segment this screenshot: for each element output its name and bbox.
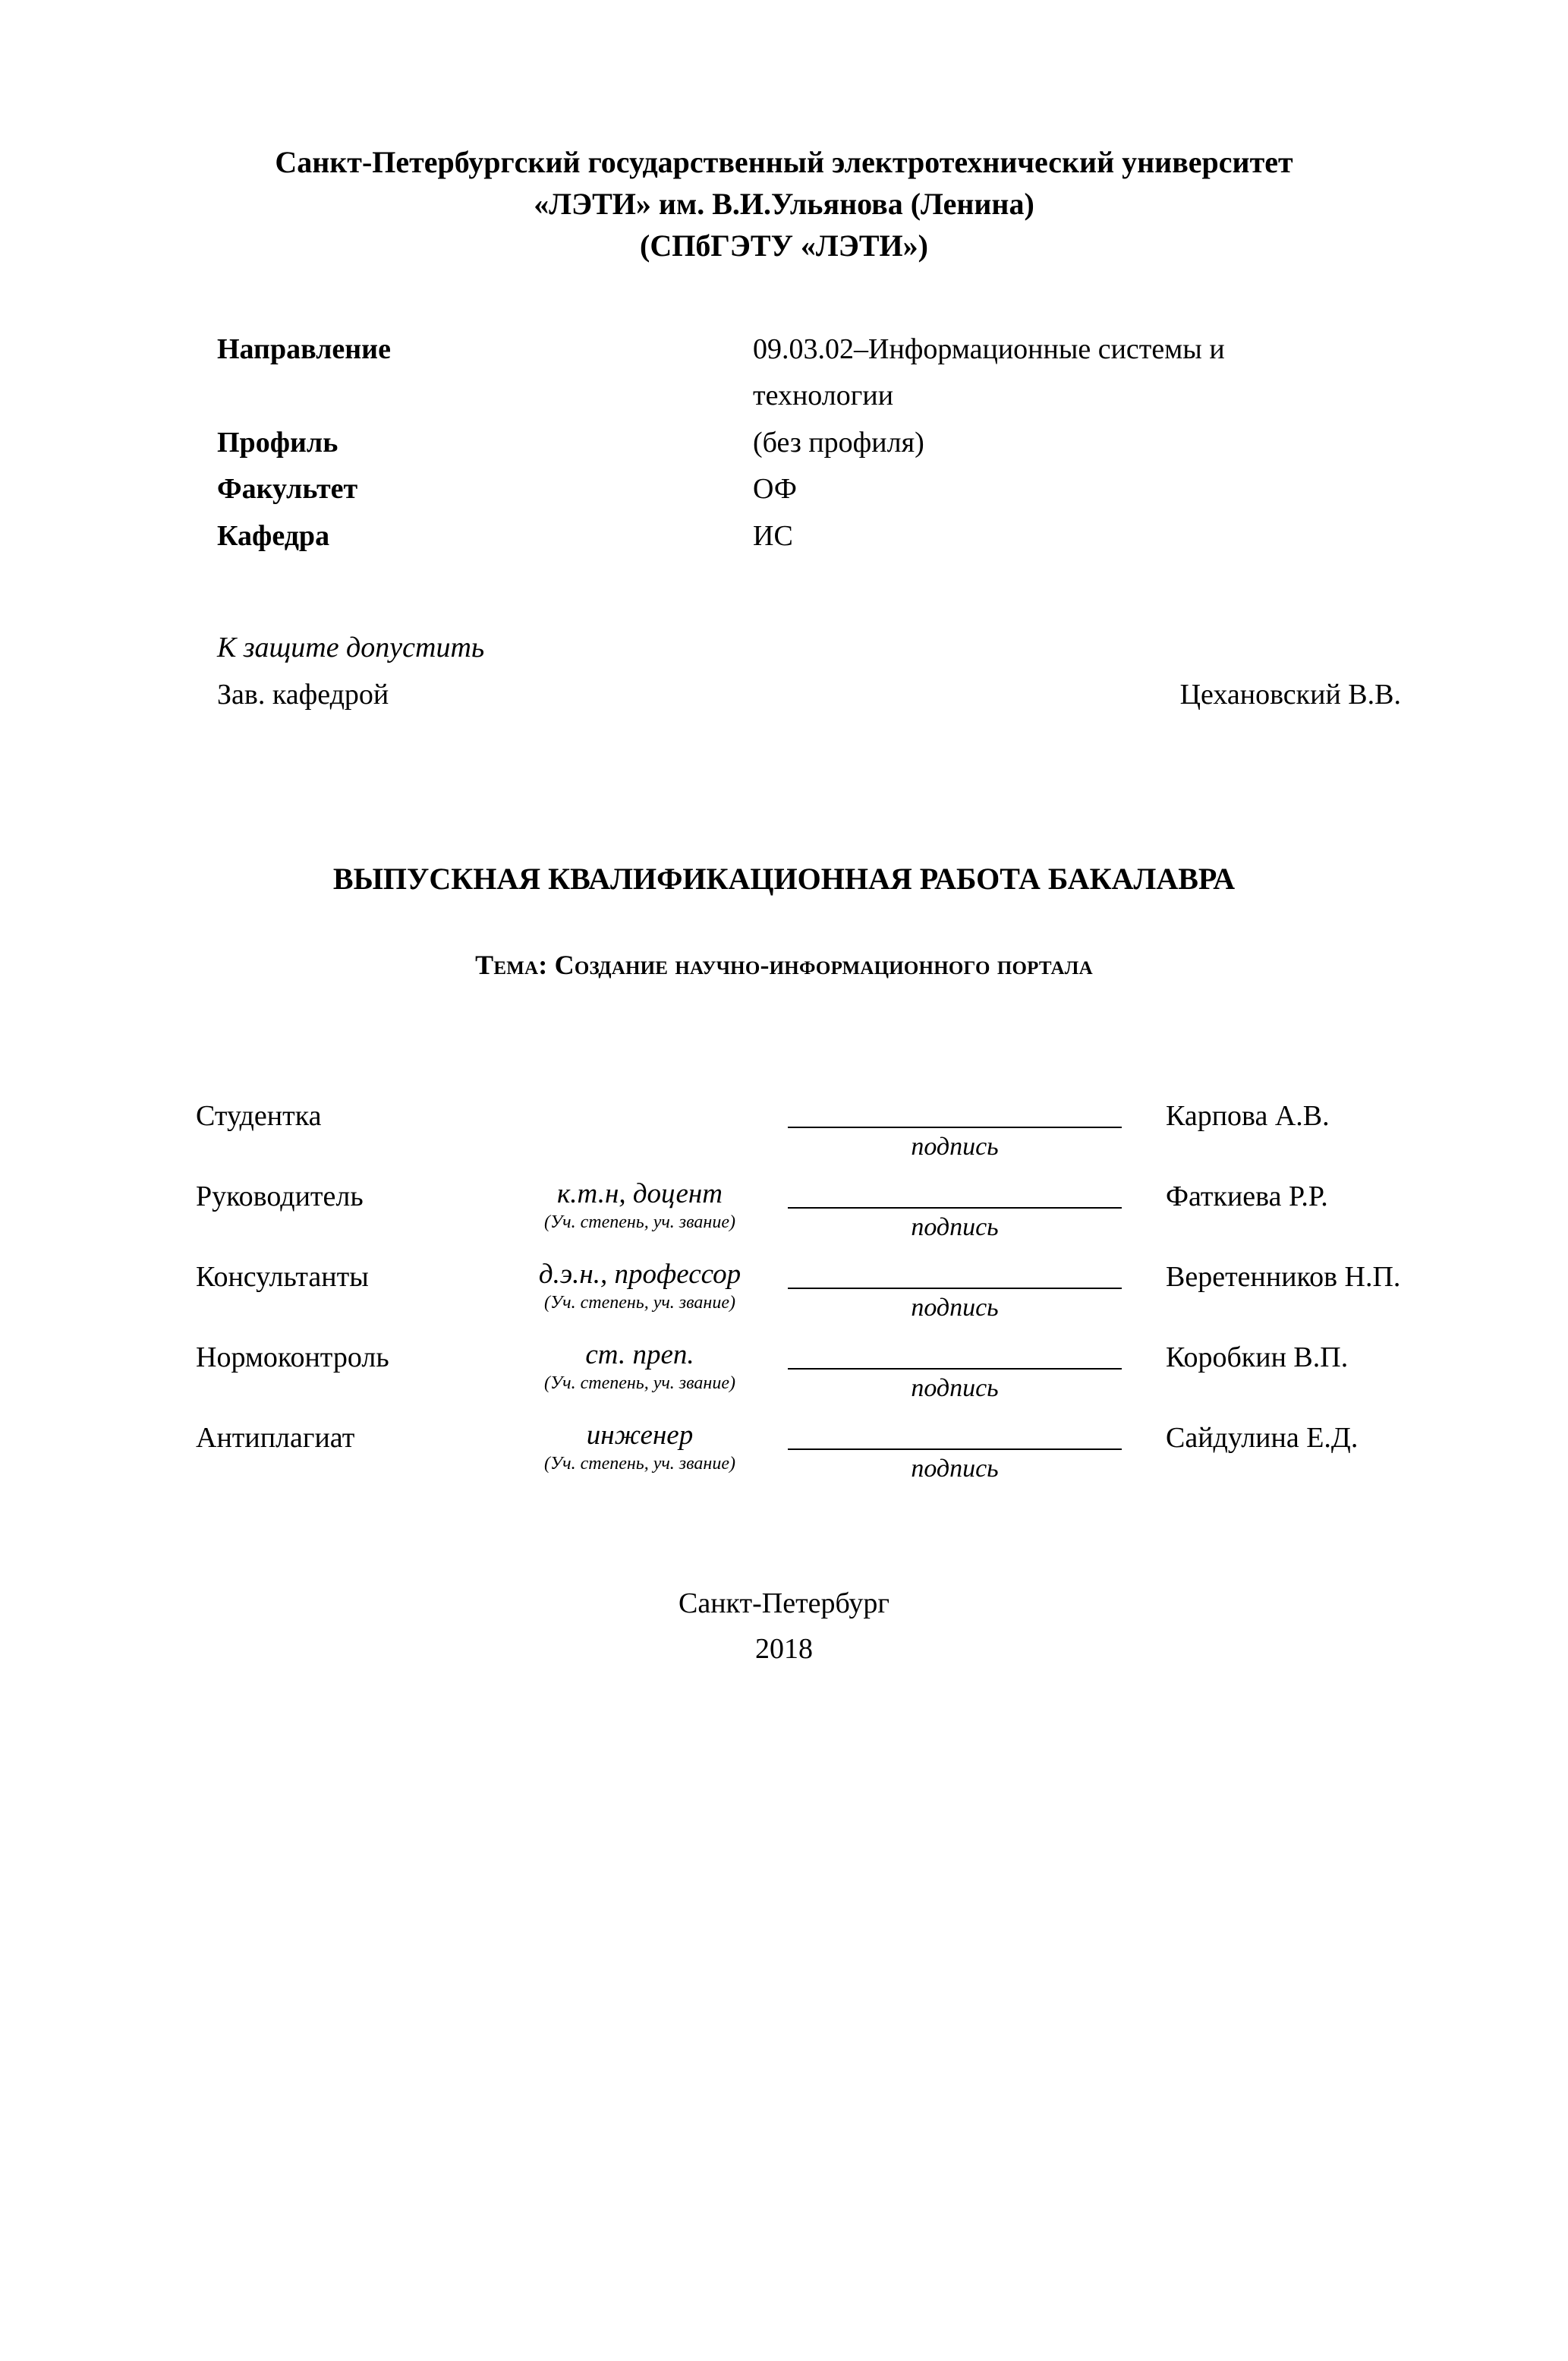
signature-name-consultant: Веретенников Н.П. [1166, 1260, 1401, 1293]
signature-row-consultant [196, 1256, 1403, 1329]
signature-line-consultant[interactable] [788, 1260, 1122, 1289]
signature-line-antiplagiarism[interactable] [788, 1421, 1122, 1450]
signature-row-student [196, 1095, 1403, 1168]
signature-degree-hint-normcontrol: (Уч. степень, уч. звание) [544, 1373, 735, 1394]
signature-row-normcontrol [196, 1336, 1403, 1409]
footer-city: Санкт-Петербург [678, 1587, 890, 1619]
detail-row-department [217, 513, 1386, 560]
signature-degree-hint-antiplagiarism: (Уч. степень, уч. звание) [544, 1454, 735, 1474]
signature-line-normcontrol[interactable] [788, 1341, 1122, 1370]
university-header [0, 141, 1568, 267]
signature-caption-consultant: подпись [911, 1293, 999, 1322]
signature-line-student[interactable] [788, 1099, 1122, 1128]
university-name-line-2: «ЛЭТИ» им. В.И.Ульянова (Ленина) [534, 187, 1034, 222]
work-title [0, 856, 1568, 901]
detail-label-department: Кафедра [217, 519, 330, 552]
approval-role: Зав. кафедрой [217, 678, 389, 711]
detail-value-direction-line-1: 09.03.02–Информационные системы и [753, 333, 1225, 365]
signature-role-normcontrol: Нормоконтроль [196, 1341, 389, 1373]
university-name-line-1: Санкт-Петербургский государственный электротехнический университет [275, 145, 1293, 179]
signature-role-supervisor: Руководитель [196, 1180, 364, 1212]
signature-degree-hint-supervisor: (Уч. степень, уч. звание) [544, 1212, 735, 1233]
signature-degree-text-supervisor: к.т.н, доцент [557, 1177, 723, 1209]
signature-caption-antiplagiarism: подпись [911, 1454, 999, 1483]
signature-name-antiplagiarism: Сайдулина Е.Д. [1166, 1421, 1359, 1454]
detail-value-profile: (без профиля) [753, 426, 924, 459]
signature-role-antiplagiarism: Антиплагиат [196, 1421, 355, 1454]
signature-line-supervisor[interactable] [788, 1180, 1122, 1209]
signature-degree-consultant [499, 1256, 780, 1314]
signature-role-student: Студентка [196, 1099, 322, 1132]
signature-degree-student [499, 1095, 780, 1121]
approval-row [217, 672, 1401, 719]
signature-table [196, 1095, 1403, 1489]
signature-degree-antiplagiarism [499, 1417, 780, 1475]
work-title-line-1: ВЫПУСКНАЯ КВАЛИФИКАЦИОННАЯ РАБОТА [332, 862, 1041, 897]
work-title-line-2: БАКАЛАВРА [1047, 862, 1236, 897]
approval-note: К защите допустить [217, 632, 485, 664]
signature-name-student: Карпова А.В. [1166, 1099, 1330, 1132]
detail-row-faculty [217, 466, 1386, 513]
signature-degree-text-normcontrol: ст. преп. [585, 1338, 694, 1370]
page-footer [0, 1581, 1568, 1673]
detail-value-direction [753, 326, 1386, 420]
signature-degree-text-antiplagiarism: инженер [586, 1419, 694, 1451]
footer-year: 2018 [755, 1633, 813, 1666]
signature-field-supervisor[interactable] [780, 1175, 1129, 1242]
approval-name: Цехановский В.В. [1179, 678, 1401, 711]
detail-label-direction: Направление [217, 333, 391, 365]
detail-row-profile [217, 420, 1386, 467]
detail-row-direction [217, 326, 1386, 420]
signature-degree-normcontrol [499, 1336, 780, 1395]
program-details [217, 326, 1386, 560]
university-name-line-3: (СПбГЭТУ «ЛЭТИ») [640, 229, 928, 263]
signature-field-antiplagiarism[interactable] [780, 1417, 1129, 1483]
detail-label-profile: Профиль [217, 426, 338, 459]
signature-caption-supervisor: подпись [911, 1212, 999, 1241]
signature-field-student[interactable] [780, 1095, 1129, 1162]
detail-value-faculty: ОФ [753, 473, 797, 506]
signature-degree-supervisor [499, 1175, 780, 1234]
signature-degree-hint-consultant: (Уч. степень, уч. звание) [544, 1293, 735, 1313]
work-theme: Тема: Создание научно-информационного портала [475, 949, 1093, 980]
signature-field-consultant[interactable] [780, 1256, 1129, 1322]
signature-role-consultant: Консультанты [196, 1260, 369, 1293]
detail-label-faculty: Факультет [217, 473, 358, 506]
signature-row-supervisor [196, 1175, 1403, 1248]
title-page [0, 141, 1568, 2361]
detail-value-department: ИС [753, 519, 793, 552]
detail-value-direction-line-2: технологии [753, 380, 894, 412]
signature-field-normcontrol[interactable] [780, 1336, 1129, 1403]
approval-block [217, 625, 1401, 718]
signature-row-antiplagiarism [196, 1417, 1403, 1489]
signature-caption-student: подпись [911, 1132, 999, 1161]
signature-degree-text-consultant: д.э.н., профессор [538, 1258, 741, 1290]
signature-name-supervisor: Фаткиева Р.Р. [1166, 1180, 1328, 1212]
signature-name-normcontrol: Коробкин В.П. [1166, 1341, 1349, 1373]
signature-caption-normcontrol: подпись [911, 1373, 999, 1402]
